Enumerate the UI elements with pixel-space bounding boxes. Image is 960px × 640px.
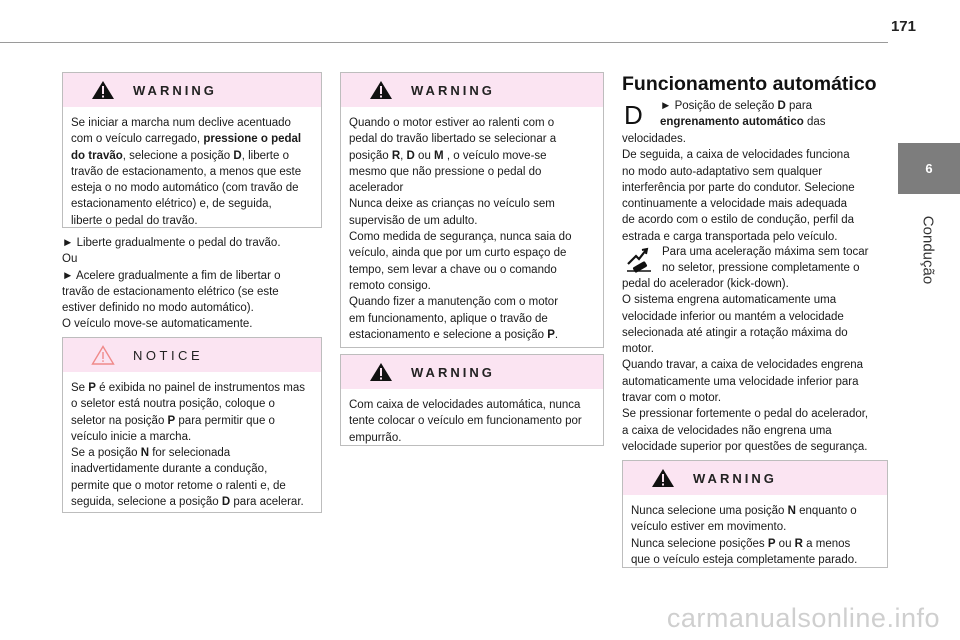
kick-down-text bbox=[662, 244, 892, 277]
text-line: Para uma aceleração máxima sem tocar bbox=[662, 246, 869, 258]
text-line: Como medida de segurança, nunca saia do bbox=[349, 231, 572, 244]
text-line: mesmo que não pressione o pedal do bbox=[349, 165, 542, 178]
text-line: Nunca deixe as crianças no veículo sem bbox=[349, 198, 555, 211]
text-line: esteja o no modo automático (com travão de bbox=[71, 182, 299, 195]
text-line: Ou bbox=[62, 253, 78, 266]
text-line: posição R, D ou M , o veículo move-se bbox=[349, 149, 547, 162]
text-line: veículo estiver em movimento. bbox=[631, 521, 787, 534]
text-line: estacionamento e selecione a posição P. bbox=[349, 328, 559, 341]
text-line: que o veículo esteja completamente parado. bbox=[631, 553, 858, 566]
text-line: permite que o motor retome o ralenti e, de bbox=[71, 479, 286, 492]
text-line: Quando fizer a manutenção com o motor bbox=[349, 296, 559, 309]
text-line: ► Liberte gradualmente o pedal do travão. bbox=[62, 237, 281, 249]
text-line: empurrão. bbox=[349, 431, 402, 444]
notice-body bbox=[63, 372, 321, 516]
text-line: de acordo com o estilo de condução, perfil da bbox=[622, 214, 855, 227]
warning-header bbox=[341, 355, 603, 389]
text-line: Se a posição N for selecionada bbox=[71, 447, 231, 460]
text-line: a caixa de velocidades não engrena uma bbox=[622, 424, 832, 437]
warning-title: WARNING bbox=[411, 364, 495, 380]
notice-box bbox=[62, 337, 322, 513]
text-line: com o veículo carregado, pressione o pedal bbox=[71, 133, 302, 146]
chapter-label bbox=[896, 200, 960, 300]
text-line: De seguida, a caixa de velocidades funciona bbox=[622, 149, 850, 162]
text-line: Se pressionar fortemente o pedal do acelerador, bbox=[622, 408, 869, 421]
watermark: carmanualsonline.info bbox=[666, 603, 940, 633]
warning-header bbox=[623, 461, 887, 495]
text-line: do travão, selecione a posição D, liberte o bbox=[71, 149, 289, 162]
kick-down-pedal-icon bbox=[624, 244, 654, 274]
text-line: Quando o motor estiver ao ralenti com o bbox=[349, 117, 555, 129]
body-text-release bbox=[62, 235, 322, 333]
warning-body bbox=[63, 107, 321, 235]
text-line: Com caixa de velocidades automática, nunca bbox=[349, 399, 581, 411]
text-line: no modo auto-adaptativo sem qualquer bbox=[622, 165, 823, 178]
warning-title: WARNING bbox=[693, 470, 777, 486]
text-line: motor. bbox=[622, 343, 654, 356]
text-line: O veículo move-se automaticamente. bbox=[62, 318, 253, 331]
text-line: Nunca selecione uma posição N enquanto o bbox=[631, 505, 857, 517]
text-line: travão de estacionamento, a menos que este bbox=[71, 165, 302, 178]
text-line: ► Posição de seleção D para bbox=[660, 100, 813, 112]
text-line: veículo inicie a marcha. bbox=[71, 430, 192, 443]
chapter-title: Condução bbox=[919, 215, 937, 285]
text-line: tempo, sem levar a chave ou o comando bbox=[349, 263, 557, 276]
text-line: pedal do travão libertado se selecionar a bbox=[349, 133, 557, 146]
text-line: Nunca selecione posições P ou R a menos bbox=[631, 537, 851, 550]
warning-triangle-icon bbox=[369, 80, 393, 100]
text-line: o seletor está noutra posição, coloque o bbox=[71, 398, 275, 411]
text-line: supervisão de um adulto. bbox=[349, 214, 478, 227]
warning-box-hill-start bbox=[62, 72, 322, 228]
text-line: travar com o motor. bbox=[622, 392, 722, 405]
text-line: velocidades. bbox=[622, 133, 686, 145]
text-line: estacionamento elétrico) e, de seguida, bbox=[71, 198, 272, 211]
text-line: tente colocar o veículo em funcionamento por bbox=[349, 415, 582, 428]
warning-body bbox=[341, 389, 603, 452]
section-title: Funcionamento automático bbox=[622, 73, 877, 95]
text-line: Se P é exibida no painel de instrumentos mas bbox=[71, 382, 305, 394]
text-line: Quando travar, a caixa de velocidades engrena bbox=[622, 359, 864, 372]
text-line: velocidade superior por questões de segurança. bbox=[622, 440, 868, 453]
text-line: em funcionamento, aplique o travão de bbox=[349, 312, 548, 325]
text-line: continuamente a velocidade mais adequada bbox=[622, 198, 848, 211]
warning-header bbox=[341, 73, 603, 107]
chapter-tab[interactable]: 6 bbox=[898, 143, 960, 194]
auto-mode-text bbox=[622, 131, 892, 245]
warning-triangle-icon bbox=[651, 468, 675, 488]
page-number: 171 bbox=[890, 18, 916, 35]
text-line: interferência por parte do condutor. Selecione bbox=[622, 181, 855, 194]
warning-triangle-icon bbox=[369, 362, 393, 382]
text-line: O sistema engrena automaticamente uma bbox=[622, 294, 837, 307]
header-divider bbox=[0, 42, 888, 43]
notice-triangle-icon bbox=[91, 345, 115, 365]
text-line: seguida, selecione a posição D para acelerar. bbox=[71, 496, 304, 509]
intro-text bbox=[660, 98, 890, 131]
notice-title: NOTICE bbox=[133, 347, 204, 363]
warning-title: WARNING bbox=[411, 82, 495, 98]
text-line: estiver definido no modo automático). bbox=[62, 302, 254, 315]
warning-title: WARNING bbox=[133, 82, 217, 98]
text-line: Se iniciar a marcha num declive acentuado bbox=[71, 117, 291, 129]
warning-triangle-icon bbox=[91, 80, 115, 100]
text-line: inadvertidamente durante a condução, bbox=[71, 463, 268, 476]
text-line: no seletor, pressione completamente o bbox=[662, 262, 860, 275]
warning-box-push-start bbox=[340, 354, 604, 446]
text-line: liberte o pedal do travão. bbox=[71, 214, 198, 227]
warning-box-neutral bbox=[622, 460, 888, 568]
text-line: acelerador bbox=[349, 182, 404, 195]
text-line: remoto consigo. bbox=[349, 279, 431, 292]
text-line: ► Acelere gradualmente a fim de libertar o bbox=[62, 269, 281, 282]
warning-header bbox=[63, 73, 321, 107]
text-line: automaticamente uma velocidade inferior para bbox=[622, 375, 859, 388]
selector-position-d-icon: D bbox=[624, 100, 643, 130]
notice-header bbox=[63, 338, 321, 372]
text-line: seletor na posição P para permitir que o bbox=[71, 414, 275, 427]
text-line: engrenamento automático das bbox=[660, 116, 826, 129]
text-line: selecionada até atingir a rotação máxima do bbox=[622, 326, 848, 339]
text-line: travão de estacionamento elétrico (se este bbox=[62, 285, 279, 298]
auto-mode-details-text bbox=[622, 276, 892, 455]
text-line: velocidade inferior ou mantém a velocidade bbox=[622, 310, 844, 323]
warning-box-idle bbox=[340, 72, 604, 348]
warning-body bbox=[341, 107, 603, 349]
text-line: veículo, ainda que por um curto espaço de bbox=[349, 247, 567, 260]
text-line: estrada e carga transportada pelo veículo. bbox=[622, 230, 838, 243]
warning-body bbox=[623, 495, 887, 574]
text-line: pedal do acelerador (kick-down). bbox=[622, 278, 789, 290]
